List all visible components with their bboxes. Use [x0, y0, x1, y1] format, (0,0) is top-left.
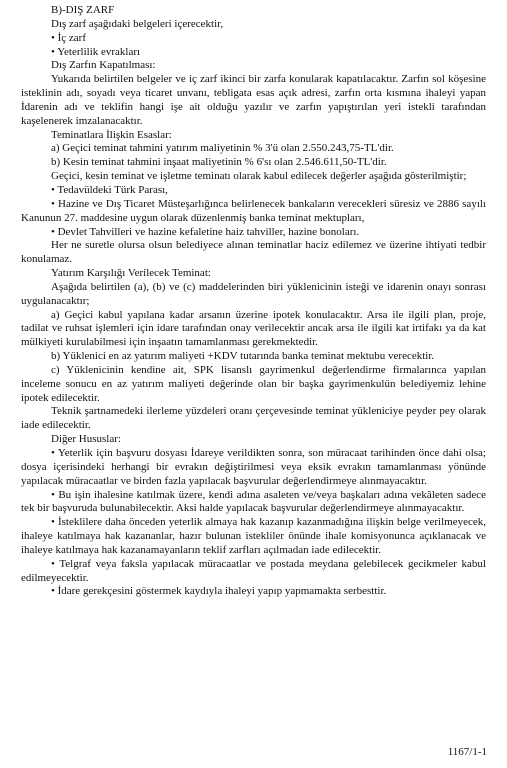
- list-item-telegraph-fax: • Telgraf veya faksla yapılacak müracaatlar ve postada meydana gelebilecek gecikmeler kabul edilmeyecektir.: [21, 557, 486, 584]
- list-item-single-application: • Bu işin ihalesine katılmak üzere, kendi adına asaleten ve/veya başkaları adına vekâleten sadece tek bir başvuruda bulunabilecektir. Aksi halde yapılacak başvurular değerlendirmeye alınmayacaktır.: [21, 488, 486, 515]
- paragraph-accepted-values: Geçici, kesin teminat ve işletme teminatı olarak kabul edilecek değerler aşağıda gösterilmiştir;: [51, 170, 467, 183]
- paragraph-temporary-guarantee: a) Geçici teminat tahmini yatırım maliyetinin % 3'ü olan 2.550.243,75-TL'dir.: [51, 142, 394, 155]
- paragraph-options: Aşağıda belirtilen (a), (b) ve (c) maddelerinden biri yüklenicinin isteği ve idarenin onayı sonrası uygulanacaktır;: [21, 280, 486, 307]
- list-item-administration-rights: • İdare gerekçesini göstermek kaydıyla ihaleyi yapıp yapmamakta serbesttir.: [51, 585, 387, 598]
- list-item-bank-letters: • Hazine ve Dış Ticaret Müsteşarlığınca belirlenecek bankaların verecekleri süresiz ve 2886 sayılı Kanunun 27. maddesine uygun olarak düzenlenmiş banka teminat mektupları,: [21, 197, 486, 224]
- list-item-currency: • Tedavüldeki Türk Parası,: [51, 183, 168, 196]
- paragraph-option-c: c) Yüklenicinin kendine ait, SPK lisanslı gayrimenkul değerlendirme firmalarınca yapılan inceleme sonucu en az yatırım maliyeti değerinde olan bir başka gayrimenkulün belediyemiz lehine ipotek edilecektir.: [21, 363, 486, 404]
- subheading-other-matters: Diğer Hususlar:: [51, 433, 121, 446]
- section-heading: B)-DIŞ ZARF: [51, 4, 115, 16]
- subheading-closing: Dış Zarfın Kapatılması:: [51, 59, 156, 72]
- list-item-application-file: • Yeterlik için başvuru dosyası İdareye verildikten sonra, son müracaat tarihinden önce dahi olsa; dosya içerisindeki herhangi bir evrakın değiştirilmesi veya eksik evrakın tamamlanması yönünde yapılacak müracaatlar ve birden fazla yapılacak başvurular değerlendirmeye alınmayacaktır.: [21, 447, 486, 487]
- paragraph-progress-return: Teknik şartnamedeki ilerleme yüzdeleri oranı çerçevesinde teminat yükleniciye peyder pey olarak iade edilecektir.: [21, 405, 486, 432]
- list-item-inner-envelope: • İç zarf: [51, 31, 86, 44]
- paragraph-intro: Dış zarf aşağıdaki belgeleri içerecektir,: [51, 17, 224, 30]
- list-item-qualification-notice: • İsteklilere daha önceden yeterlik almaya hak kazanıp kazanmadığına ilişkin belge verilmeyecek, ihaleye katılmaya hak kazananlar, hazır bulunan istekliler önünde ihale komisyonunca açıklanacak ve ihaleye katılmaya hak kazanamayanların teklif zarfları açılmadan iade edilecektir.: [21, 516, 486, 556]
- paragraph-option-b: b) Yüklenici en az yatırım maliyeti +KDV tutarında banka teminat mektubu verecektir.: [51, 350, 435, 363]
- subheading-investment-guarantee: Yatırım Karşılığı Verilecek Teminat:: [51, 267, 211, 280]
- paragraph-closing: Yukarıda belirtilen belgeler ve iç zarf ikinci bir zarfa konularak kapatılacaktır. Zarfın sol köşesine isteklinin adı, soyadı veya ticaret unvanı, tebligata esas açık adresi, zarfın orta kısmına ihaleyi yapan İdarenin adı ve teklifin hangi işe ait olduğu yazılır ve zarfın yapıştırılan yeri istekli tarafından kaşelenerek imzalanacaktır.: [21, 73, 486, 127]
- paragraph-no-seizure: Her ne suretle olursa olsun belediyece alınan teminatlar haciz edilemez ve üzerine ihtiyati tedbir konulamaz.: [21, 239, 486, 266]
- list-item-bonds: • Devlet Tahvilleri ve hazine kefaletine haiz tahviller, hazine bonoları.: [51, 225, 360, 238]
- subheading-guarantees: Teminatlara İlişkin Esaslar:: [51, 128, 172, 141]
- list-item-qualification-docs: • Yeterlilik evrakları: [51, 45, 141, 58]
- page-number: 1167/1-1: [447, 746, 487, 758]
- paragraph-final-guarantee: b) Kesin teminat tahmini inşaat maliyetinin % 6'sı olan 2.546.611,50-TL'dir.: [51, 156, 387, 169]
- paragraph-option-a: a) Geçici kabul yapılana kadar arsanın üzerine ipotek konulacaktır. Arsa ile ilgili plan, proje, tadilat ve ruhsat işlemleri için idare tarafından onay verilecektir ancak arsa ile ilgili kat irtifakı ya da kat mülkiyeti kurulabilmesi için inşaatın tamamlanması gerekmektedir.: [21, 308, 486, 349]
